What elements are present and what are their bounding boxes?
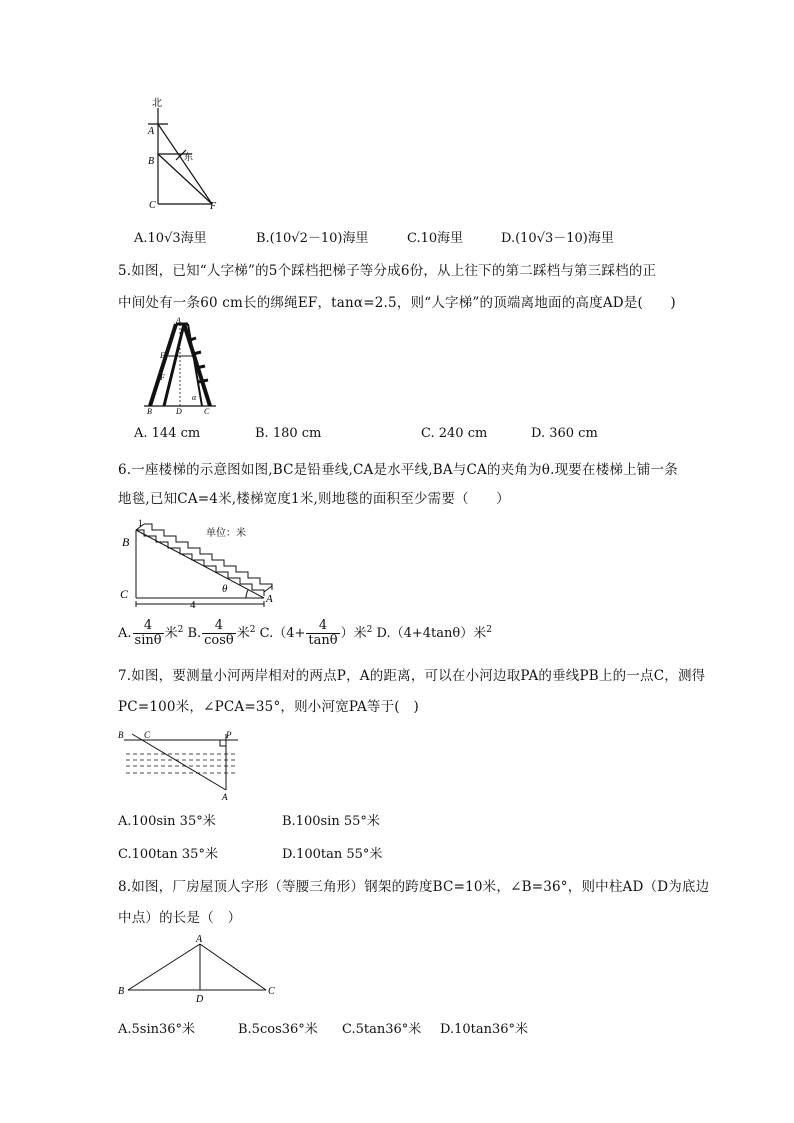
q5-label-d: D <box>176 407 182 416</box>
q7-label-c: C <box>144 730 151 740</box>
q6-option-b-numerator: 4 <box>202 619 236 634</box>
q5-option-c: C. 240 cm <box>421 426 488 441</box>
q8-label-d: D <box>196 994 204 1004</box>
q4-option-c: C.10海里 <box>407 231 464 246</box>
q5-label-c: C <box>204 407 210 416</box>
q7-option-c: C.100tan 35°米 <box>118 847 218 862</box>
q5-option-b: B. 180 cm <box>255 426 322 441</box>
q8-option-a: A.5sin36°米 <box>118 1022 196 1037</box>
q4-label-b: B <box>148 156 155 167</box>
q5-label-e: E <box>160 351 165 360</box>
q6-option-a-numerator: 4 <box>133 619 164 634</box>
q8-question-line-2: 中点）的长是（ ） <box>118 910 242 926</box>
q4-label-f: F <box>210 201 217 212</box>
q5-label-alpha: α <box>192 393 197 402</box>
q8-option-c: C.5tan36°米 <box>342 1022 422 1037</box>
q4-option-b: B.(10√2－10)海里 <box>256 231 369 246</box>
q8-label-a: A <box>196 934 203 945</box>
q6-option-c-prefix: C.（4+ <box>259 625 306 641</box>
q6-option-c <box>259 618 377 648</box>
q7-figure <box>118 728 244 802</box>
q6-option-d-sup: 2 <box>486 624 492 635</box>
q7-label-p: P <box>226 730 232 740</box>
q7-question-line-2: PC=100米，∠PCA=35°，则小河宽PA等于( ) <box>118 699 419 715</box>
q6-option-a-unit: 米 <box>164 625 178 641</box>
q5-question-line-2: 中间处有一条60 cm长的绑绳EF，tanα=2.5，则“人字梯”的顶端离地面的高度AD是( ) <box>118 295 676 311</box>
q6-option-a-fraction <box>133 619 164 647</box>
q8-label-c: C <box>268 986 275 997</box>
q5-label-a: A <box>176 316 181 325</box>
q6-option-c-denominator: tanθ <box>308 632 338 648</box>
q5-option-a: A. 144 cm <box>134 426 201 441</box>
q6-label-a: A <box>266 593 273 605</box>
q6-option-c-sup: 2 <box>366 624 373 635</box>
q4-label-north: 北 <box>152 98 162 109</box>
q5-label-f: F <box>160 373 165 382</box>
q4-option-a: A.10√3海里 <box>134 231 207 246</box>
q6-label-unit: 单位：米 <box>206 528 246 539</box>
q6-option-d <box>377 626 492 641</box>
q7-label-a: A <box>222 792 228 802</box>
q6-option-b-denominator: cosθ <box>204 632 234 648</box>
q7-label-b: B <box>118 730 124 740</box>
q6-option-b-prefix: B. <box>187 625 202 641</box>
q8-option-d: D.10tan36°米 <box>440 1022 529 1037</box>
q6-figure <box>118 516 288 611</box>
q6-label-width: 1 <box>138 518 143 528</box>
q6-options <box>118 619 492 647</box>
q5-figure <box>140 316 220 416</box>
q4-label-c: C <box>149 200 156 211</box>
q6-option-b <box>187 618 259 648</box>
q6-option-c-fraction <box>306 619 339 647</box>
q8-option-b: B.5cos36°米 <box>238 1022 318 1037</box>
q6-label-c: C <box>120 587 129 601</box>
q6-option-a-prefix: A. <box>118 625 132 641</box>
q6-option-d-text: D.（4+4tanθ）米 <box>376 625 487 641</box>
q7-option-d: D.100tan 55°米 <box>282 847 383 862</box>
q4-option-d: D.(10√3－10)海里 <box>501 231 614 246</box>
q6-option-a-sup: 2 <box>177 624 184 635</box>
q6-label-theta: θ <box>222 583 228 595</box>
q7-question-line-1: 7.如图，要测量小河两岸相对的两点P，A的距离，可以在小河边取PA的垂线PB上的一点C，测得 <box>118 668 706 684</box>
q6-label-length: 4 <box>190 599 196 611</box>
q8-label-b: B <box>118 986 125 997</box>
q8-question-line-1: 8.如图，厂房屋顶人字形（等腰三角形）钢架的跨度BC=10米，∠B=36°，则中柱AD（D为底边 <box>118 879 710 895</box>
q4-figure <box>140 96 230 214</box>
q6-label-b: B <box>122 535 130 549</box>
q5-option-d: D. 360 cm <box>531 426 598 441</box>
q6-option-c-unit: ）米 <box>340 625 367 641</box>
q6-question-line-2: 地毯,已知CA=4米,楼梯宽度1米,则地毯的面积至少需要（ ） <box>118 491 510 507</box>
q6-option-a <box>118 618 187 648</box>
q4-label-east: 东 <box>184 152 194 162</box>
q6-option-b-fraction <box>202 619 236 647</box>
q4-label-a: A <box>148 126 155 137</box>
q5-label-b: B <box>147 407 152 416</box>
q7-option-b: B.100sin 55°米 <box>282 814 380 829</box>
q6-option-b-unit: 米 <box>236 625 250 641</box>
q6-question-line-1: 6.一座楼梯的示意图如图,BC是铅垂线,CA是水平线,BA与CA的夹角为θ.现要在楼梯上铺一条 <box>118 462 678 478</box>
q6-option-b-sup: 2 <box>249 624 256 635</box>
q5-question-line-1: 5.如图，已知“人字梯”的5个踩档把梯子等分成6份，从上往下的第二踩档与第三踩档的正 <box>118 263 657 279</box>
q8-figure <box>116 932 282 1004</box>
q6-option-a-denominator: sinθ <box>134 632 162 648</box>
q6-option-c-numerator: 4 <box>306 619 339 634</box>
q7-option-a: A.100sin 35°米 <box>118 814 216 829</box>
